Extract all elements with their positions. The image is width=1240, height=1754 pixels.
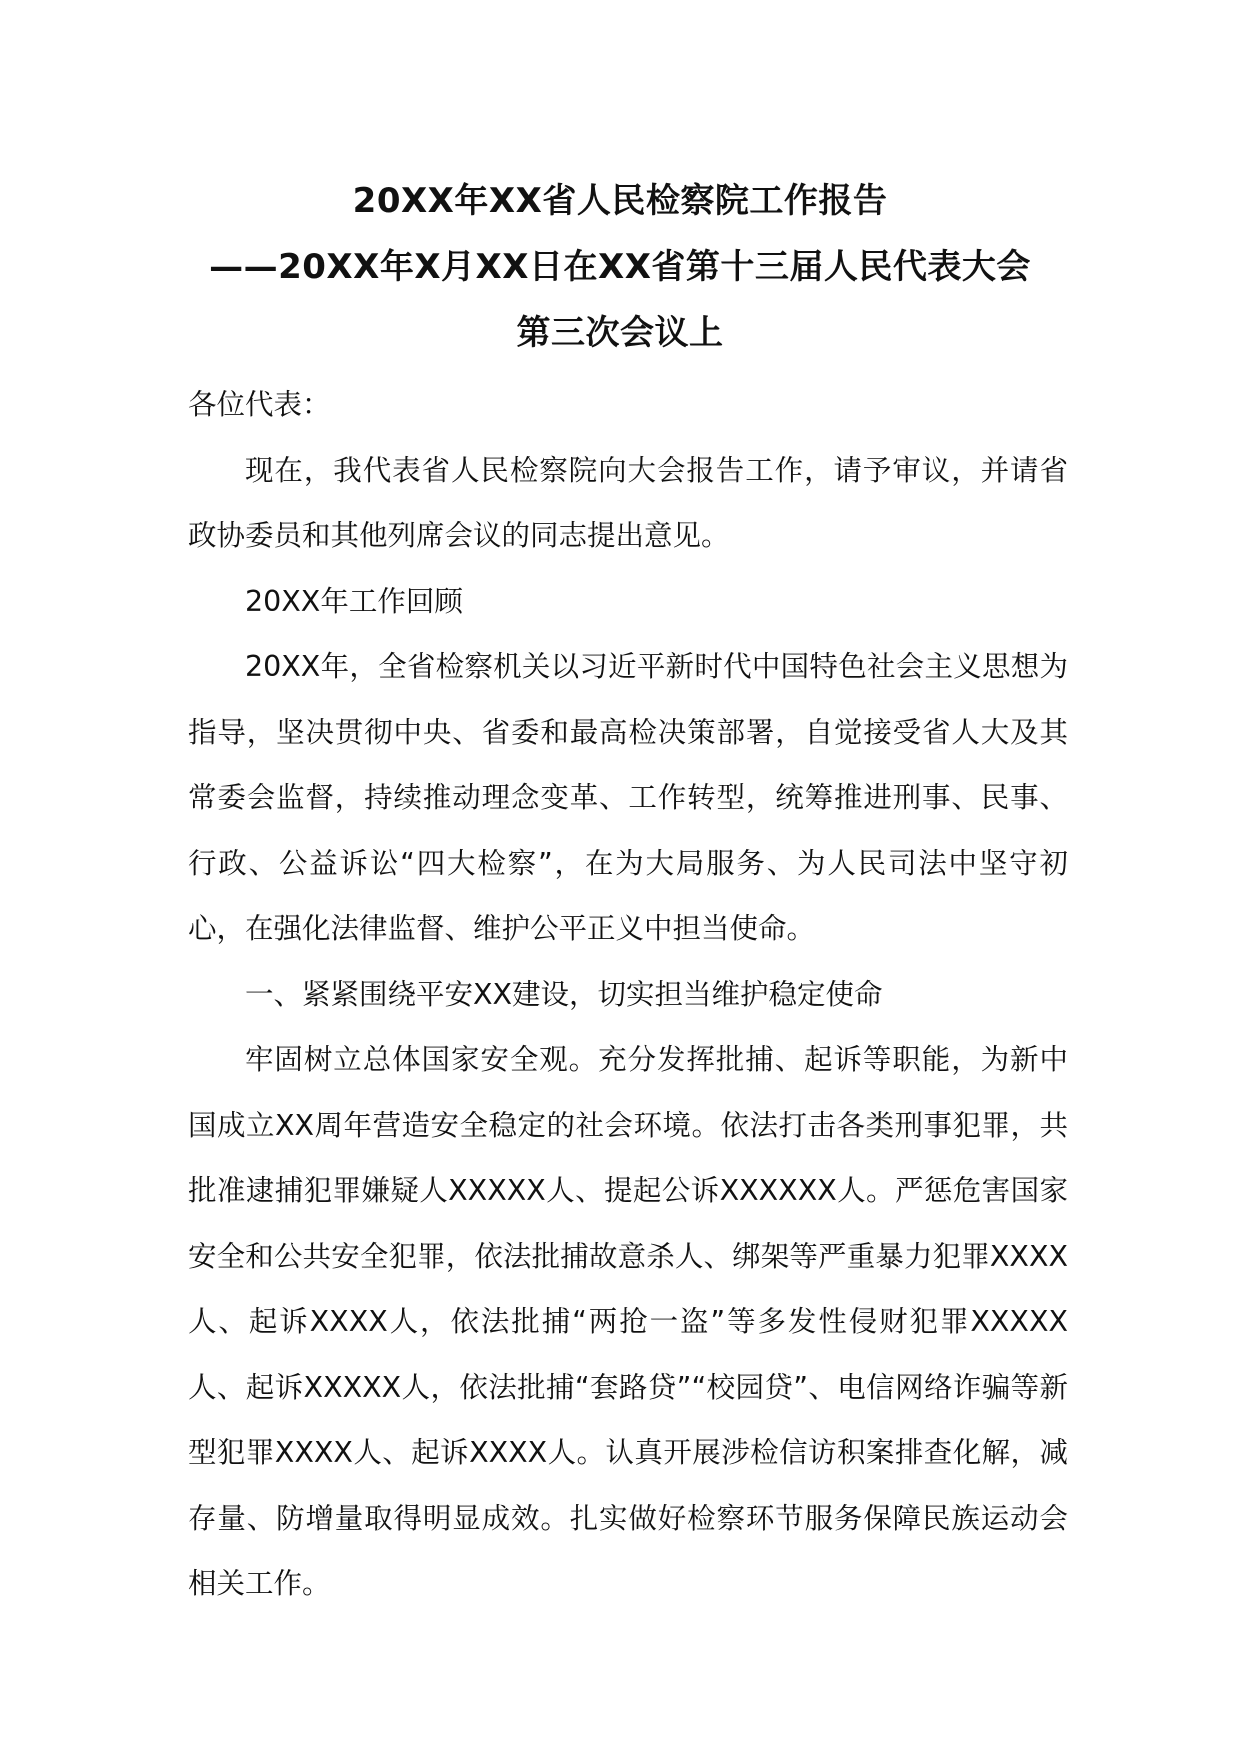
section-heading-one: 一、紧紧围绕平安XX建设，切实担当维护稳定使命 — [245, 977, 883, 1011]
title-line-main: 20XX年XX省人民检察院工作报告 — [352, 181, 888, 221]
review-paragraph: 20XX年，全省检察机关以习近平新时代中国特色社会主义思想为指导，坚决贯彻中央、省委和最高检决策部署，自觉接受省人大及其常委会监督，持续推动理念变革、工作转型，统筹推进刑事、民事、行政、公益诉讼“四大检察”，在为大局服务、为人民司法中坚守初心，在强化法律监督、维护公平正义中担当使命。 — [188, 650, 1068, 945]
salutation: 各位代表： — [188, 388, 331, 421]
title-line-subtitle: ——20XX年X月XX日在XX省第十三届人民代表大会 — [209, 247, 1031, 287]
security-paragraph: 牢固树立总体国家安全观。充分发挥批捕、起诉等职能，为新中国成立XX周年营造安全稳定的社会环境。依法打击各类刑事犯罪，共批准逮捕犯罪嫌疑人XXXXX人、提起公诉XXXXXX人。严惩危害国家安全和公共安全犯罪，依法批捕故意杀人、绑架等严重暴力犯罪XXXX人、起诉XXXX人，依法批捕“两抢一盗”等多发性侵财犯罪XXXXX人、起诉XXXXX人，依法批捕“套路贷”“校园贷”、电信网络诈骗等新型犯罪XXXX人、起诉XXXX人。认真开展涉检信访积案排查化解，减存量、防增量取得明显成效。扎实做好检察环节服务保障民族运动会相关工作。 — [188, 1043, 1068, 1600]
intro-paragraph: 现在，我代表省人民检察院向大会报告工作，请予审议，并请省政协委员和其他列席会议的同志提出意见。 — [188, 453, 1068, 552]
section-heading-review: 20XX年工作回顾 — [245, 584, 463, 618]
report-body — [188, 372, 1068, 1617]
title-line-subtitle-cont: 第三次会议上 — [516, 313, 724, 353]
report-title — [160, 168, 1080, 366]
